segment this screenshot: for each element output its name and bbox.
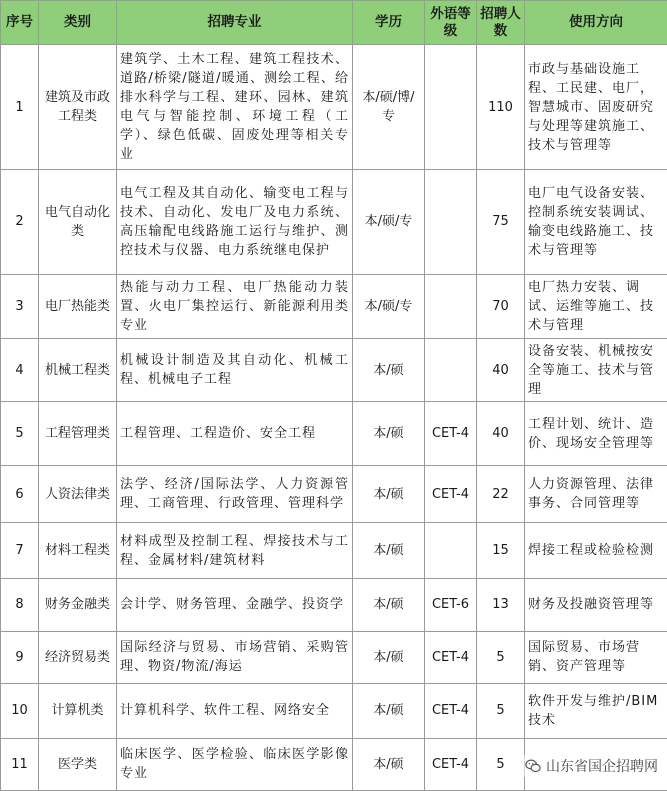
row-majors-cell: 国际经济与贸易、市场营销、采购管理、物资/物流/海运 (117, 631, 353, 683)
row-language-cell (425, 45, 477, 170)
row-count-cell: 40 (477, 339, 525, 402)
row-degree-cell: 本/硕 (353, 466, 425, 522)
row-language-cell (425, 170, 477, 275)
table-row (1, 274, 667, 339)
row-majors-cell: 材料成型及控制工程、焊接技术与工程、金属材料/建筑材料 (117, 522, 353, 578)
row-index-cell: 3 (1, 274, 39, 339)
row-count-cell: 5 (477, 738, 525, 790)
row-degree-cell: 本/硕 (353, 684, 425, 738)
table-row (1, 339, 667, 402)
row-direction-cell: 焊接工程或检验检测 (525, 522, 667, 578)
row-majors-cell: 热能与动力工程、电厂热能动力装置、火电厂集控运行、新能源利用类专业 (117, 274, 353, 339)
row-category-cell: 电厂热能类 (39, 274, 117, 339)
row-category-cell: 建筑及市政工程类 (39, 45, 117, 170)
row-index-cell: 1 (1, 45, 39, 170)
row-index-cell: 10 (1, 684, 39, 738)
row-degree-cell: 本/硕/专 (353, 170, 425, 275)
row-degree-cell: 本/硕/专 (353, 274, 425, 339)
row-direction-cell: 财务及投融资管理等 (525, 579, 667, 631)
row-category-cell: 材料工程类 (39, 522, 117, 578)
row-majors-cell: 临床医学、医学检验、临床医学影像专业 (117, 738, 353, 790)
row-degree-cell: 本/硕 (353, 522, 425, 578)
row-majors-cell: 电气工程及其自动化、输变电工程与技术、自动化、发电厂及电力系统、高压输配电线路施工运行与维护、测控技术与仪器、电力系统继电保护 (117, 170, 353, 275)
header-degree: 学历 (353, 1, 425, 45)
row-majors-cell: 会计学、财务管理、金融学、投资学 (117, 579, 353, 631)
table-row (1, 579, 667, 631)
row-direction-cell: 国际贸易、市场营销、资产管理等 (525, 631, 667, 683)
row-majors-cell: 工程管理、工程造价、安全工程 (117, 401, 353, 466)
row-direction-cell: 软件开发与维护/BIM技术 (525, 684, 667, 738)
row-majors-cell: 计算机科学、软件工程、网络安全 (117, 684, 353, 738)
row-direction-cell: 设备安装、机械按安全等施工、技术与管理 (525, 339, 667, 402)
header-direction: 使用方向 (525, 1, 667, 45)
row-count-cell: 5 (477, 631, 525, 683)
row-count-cell: 110 (477, 45, 525, 170)
row-count-cell: 22 (477, 466, 525, 522)
row-count-cell: 40 (477, 401, 525, 466)
header-majors: 招聘专业 (117, 1, 353, 45)
row-category-cell: 财务金融类 (39, 579, 117, 631)
row-index-cell: 4 (1, 339, 39, 402)
row-count-cell: 75 (477, 170, 525, 275)
row-direction-cell: 电厂电气设备安装、控制系统安装调试、输变电线路施工、技术与管理等 (525, 170, 667, 275)
row-language-cell: CET-4 (425, 401, 477, 466)
row-degree-cell: 本/硕 (353, 339, 425, 402)
watermark (521, 755, 661, 777)
row-count-cell: 15 (477, 522, 525, 578)
row-language-cell (425, 339, 477, 402)
row-language-cell: CET-4 (425, 738, 477, 790)
row-index-cell: 9 (1, 631, 39, 683)
header-category: 类别 (39, 1, 117, 45)
header-index: 序号 (1, 1, 39, 45)
row-majors-cell: 机械设计制造及其自动化、机械工程、机械电子工程 (117, 339, 353, 402)
header-count: 招聘人数 (477, 1, 525, 45)
row-degree-cell: 本/硕 (353, 579, 425, 631)
header-row (1, 1, 667, 45)
row-count-cell: 70 (477, 274, 525, 339)
row-index-cell: 7 (1, 522, 39, 578)
table-row (1, 170, 667, 275)
row-index-cell: 2 (1, 170, 39, 275)
row-degree-cell: 本/硕/博/专 (353, 45, 425, 170)
table-row (1, 466, 667, 522)
row-majors-cell: 法学、经济/国际法学、人力资源管理、工商管理、行政管理、管理科学 (117, 466, 353, 522)
row-category-cell: 电气自动化类 (39, 170, 117, 275)
row-direction-cell: 工程计划、统计、造价、现场安全管理等 (525, 401, 667, 466)
row-direction-cell: 市政与基础设施工程、工民建、电厂，智慧城市、固废研究与处理等建筑施工、技术与管理等 (525, 45, 667, 170)
row-language-cell: CET-4 (425, 631, 477, 683)
row-category-cell: 医学类 (39, 738, 117, 790)
row-language-cell: CET-4 (425, 684, 477, 738)
row-direction-cell: 电厂热力安装、调试、运维等施工、技术与管理 (525, 274, 667, 339)
row-majors-cell: 建筑学、土木工程、建筑工程技术、道路/桥梁/隧道/暖通、测绘工程、给排水科学与工程、建环、园林、建筑电气与智能控制、环境工程（工学）、绿色低碳、固废处理等相关专业 (117, 45, 353, 170)
table-row (1, 45, 667, 170)
row-degree-cell: 本/硕 (353, 738, 425, 790)
row-category-cell: 机械工程类 (39, 339, 117, 402)
row-language-cell: CET-4 (425, 466, 477, 522)
row-count-cell: 13 (477, 579, 525, 631)
row-language-cell (425, 522, 477, 578)
row-index-cell: 6 (1, 466, 39, 522)
table-row (1, 631, 667, 683)
row-index-cell: 11 (1, 738, 39, 790)
table-body (1, 45, 667, 791)
row-language-cell (425, 274, 477, 339)
row-category-cell: 计算机类 (39, 684, 117, 738)
row-category-cell: 工程管理类 (39, 401, 117, 466)
table-row (1, 522, 667, 578)
table-row (1, 684, 667, 738)
row-index-cell: 5 (1, 401, 39, 466)
row-index-cell: 8 (1, 579, 39, 631)
table-row (1, 401, 667, 466)
row-degree-cell: 本/硕 (353, 631, 425, 683)
row-direction-cell: 人力资源管理、法律事务、合同管理等 (525, 466, 667, 522)
row-category-cell: 经济贸易类 (39, 631, 117, 683)
row-language-cell: CET-6 (425, 579, 477, 631)
watermark-text: 山东省国企招聘网 (546, 759, 658, 775)
row-category-cell: 人资法律类 (39, 466, 117, 522)
wechat-icon (524, 757, 542, 775)
row-degree-cell: 本/硕 (353, 401, 425, 466)
header-language: 外语等级 (425, 1, 477, 45)
row-count-cell: 5 (477, 684, 525, 738)
